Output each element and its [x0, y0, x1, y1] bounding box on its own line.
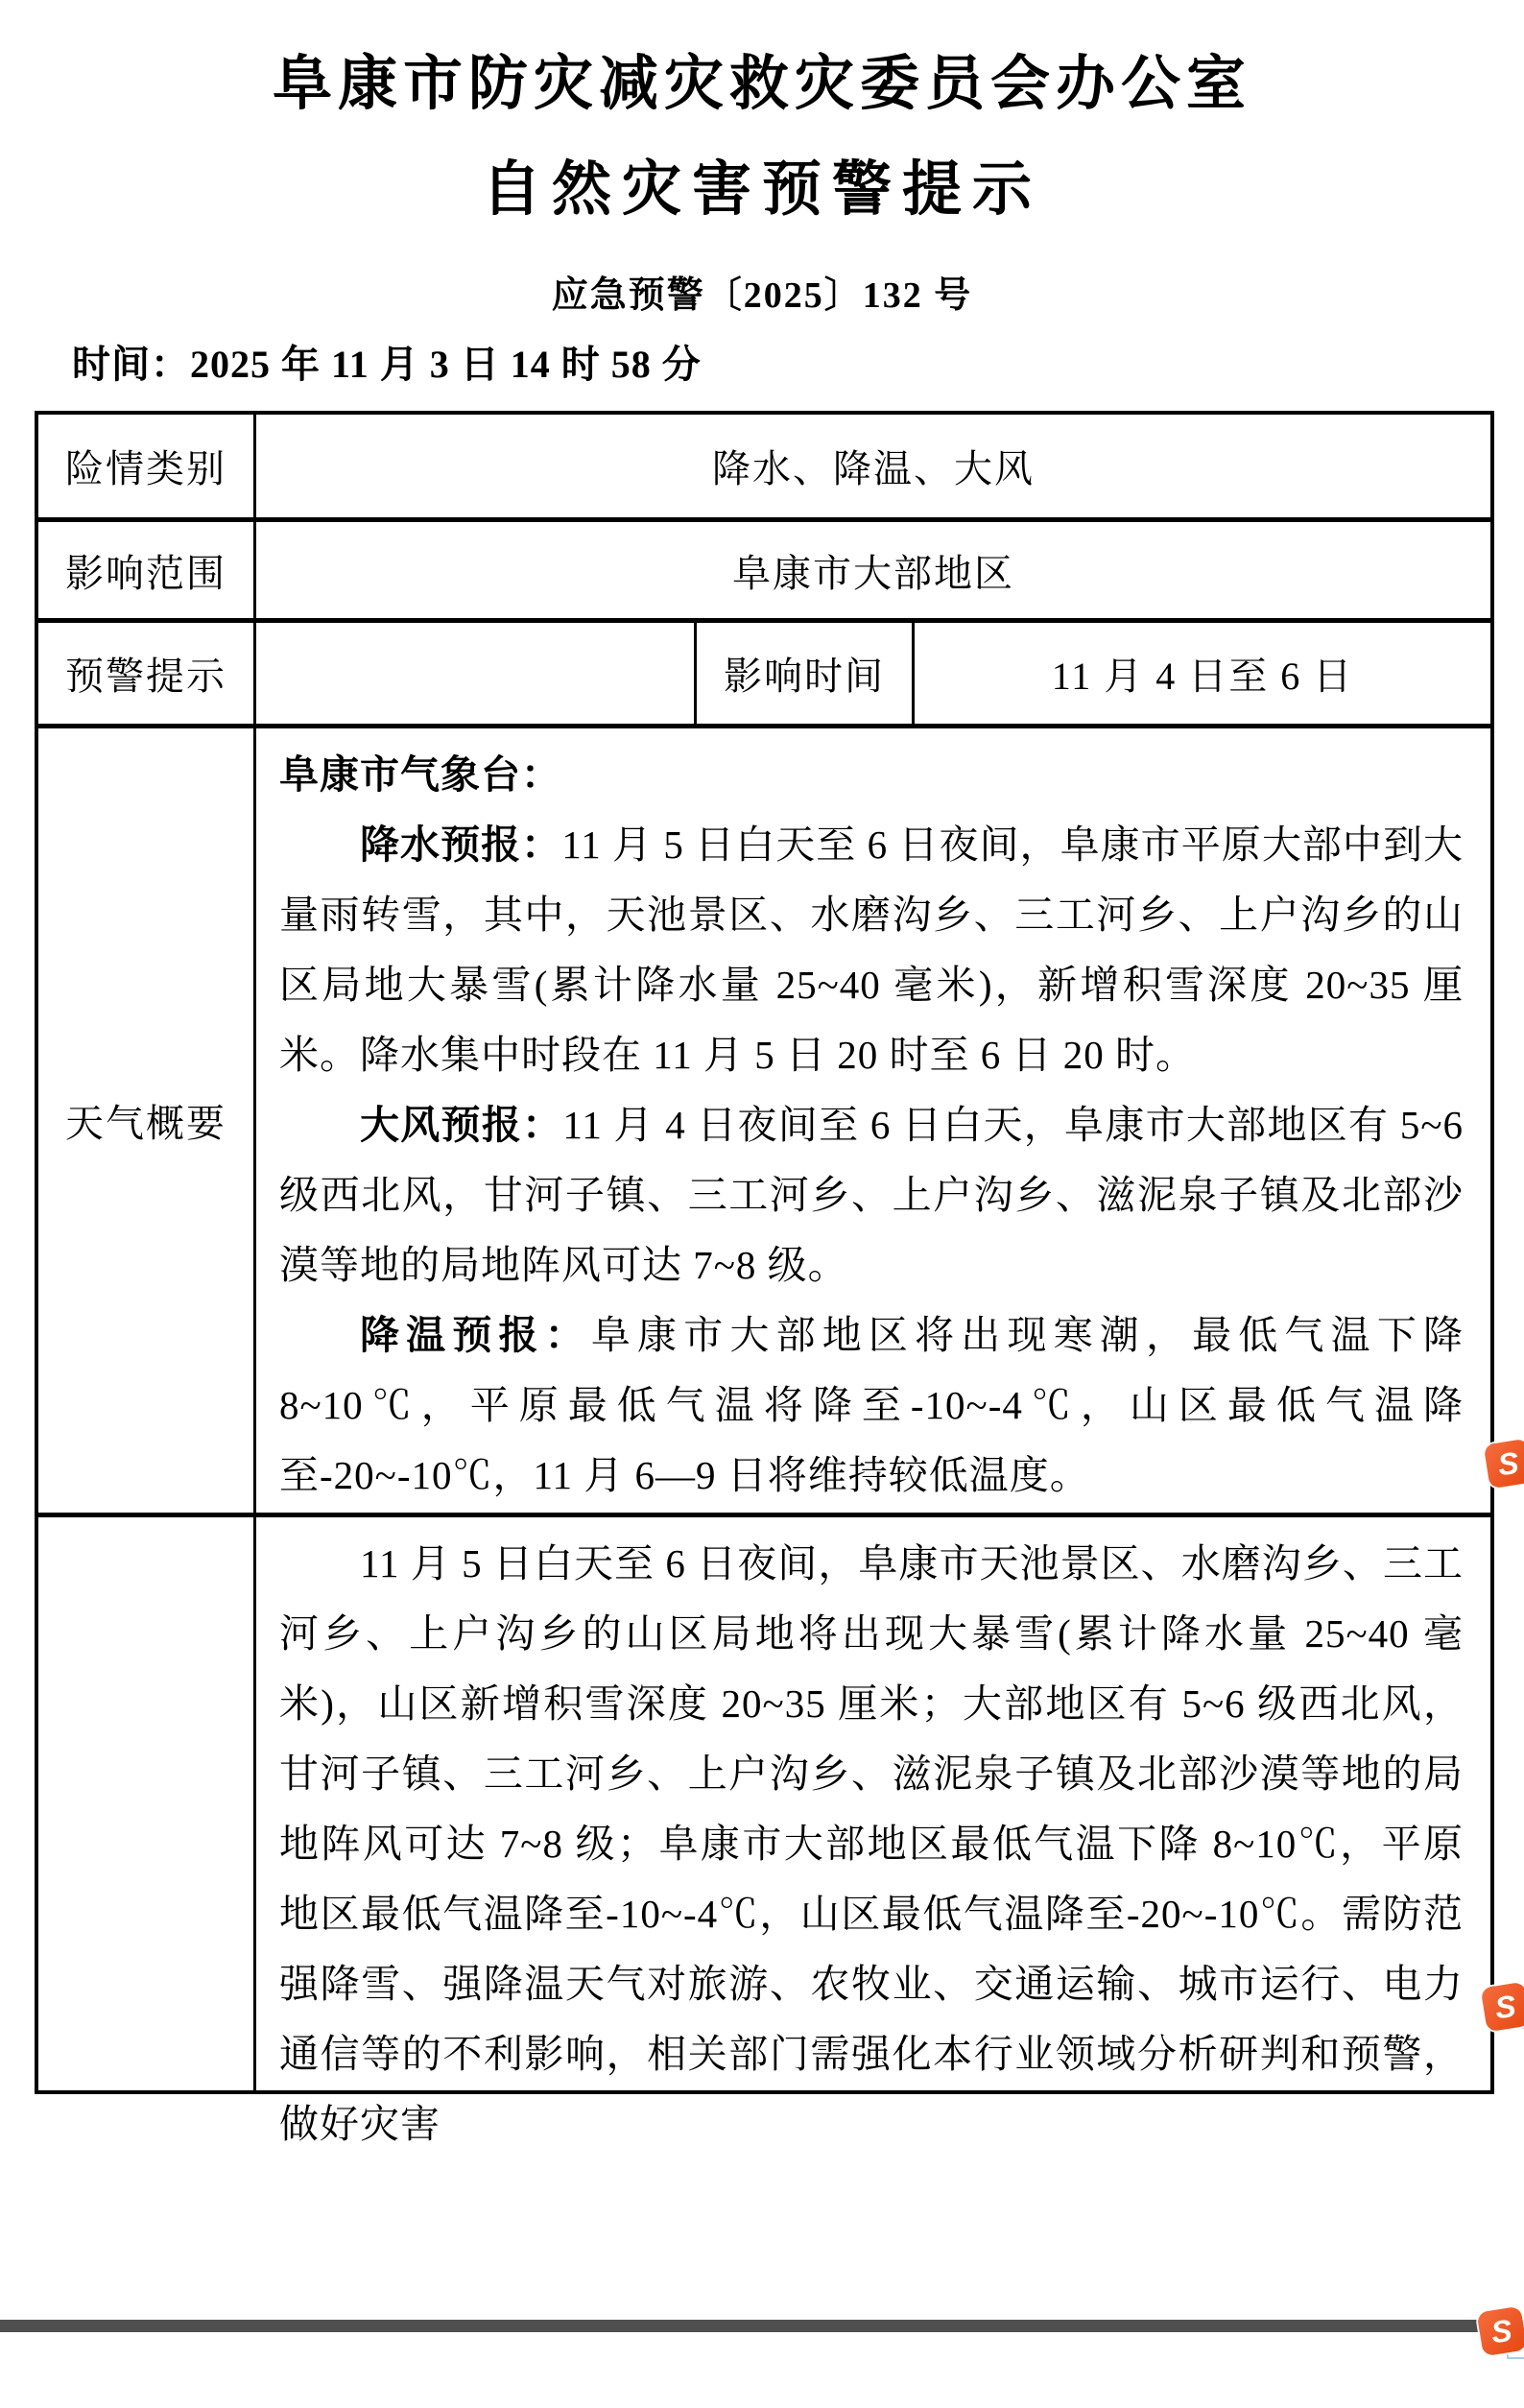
- row-weather-summary: [38, 724, 1490, 1513]
- doc-title-line2: 自然灾害预警提示: [481, 157, 1042, 223]
- warning-detail-content: 11 月 5 日白天至 6 日夜间，阜康市天池景区、水磨沟乡、三工河乡、上户沟乡的山区局地将出现大暴雪(累计降水量 25~40 毫米)，山区新增积雪深度 20~35 厘米；大部地区有 5~6 级西北风，甘河子镇、三工河乡、上户沟乡、滋泥泉子镇及北部沙漠等地的局地阵风可达 7~8 级；阜康市大部地区最低气温下降 8~10℃，平原地区最低气温降至-10~-4℃，山区最低气温降至-20~-10℃。需防范强降雪、强降温天气对旅游、农牧业、交通运输、城市运行、电力通信等的不利影响，相关部门需强化本行业领域分析研判和预警，做好灾害: [253, 1517, 1490, 2090]
- doc-title-line1: 阜康市防灾减灾救灾委员会办公室: [272, 52, 1251, 117]
- logo-letter: S: [1489, 2312, 1514, 2350]
- snip-logo-icon-2[interactable]: [1481, 1982, 1524, 2033]
- affected-area-value: 阜康市大部地区: [253, 522, 1490, 618]
- time-value: 2025 年 11 月 3 日 14 时 58 分: [190, 343, 702, 386]
- warning-detail-label: [38, 1517, 253, 2090]
- row-affected-area: [38, 517, 1490, 618]
- row-warning-hint: [38, 618, 1490, 724]
- doc-number: 应急预警〔2025〕132 号: [551, 275, 973, 316]
- weather-summary-content: 阜康市气象台： 降水预报：11 月 5 日白天至 6 日夜间，阜康市平原大部中到大量雨转雪，其中，天池景区、水磨沟乡、三工河乡、上户沟乡的山区局地大暴雪(累计降水量 25~40 毫米)，新增积雪深度 20~35 厘米。降水集中时段在 11 月 5 日 20 时至 6 日 20 时。 大风预报：11 月 4 日夜间至 6 日白天，阜康市大部地区有 5~6 级西北风，甘河子镇、三工河乡、上户沟乡、滋泥泉子镇及北部沙漠等地的局地阵风可达 7~8 级。 降温预报：阜康市大部地区将出现寒潮，最低气温下降 8~10℃，平原最低气温将降至-10~-4℃，山区最低气温降至-20~-10℃，11 月 6—9 日将维持较低温度。: [253, 728, 1490, 1513]
- impact-time-value: 11 月 4 日至 6 日: [912, 623, 1490, 724]
- row-warning-detail: [38, 1513, 1490, 2146]
- affected-area-label: 影响范围: [65, 551, 226, 595]
- logo-letter: S: [1493, 1988, 1518, 2026]
- weather-summary-label: 天气概要: [65, 1102, 226, 1145]
- warning-table: [35, 411, 1494, 2146]
- snip-logo-icon-1[interactable]: [1484, 1439, 1524, 1490]
- snip-logo-icon-3[interactable]: [1477, 2306, 1524, 2357]
- row-hazard-type: [38, 415, 1490, 517]
- warning-hint-label: 预警提示: [65, 655, 226, 698]
- time-label: 时间：: [72, 343, 190, 386]
- hazard-type-label: 险情类别: [65, 447, 226, 490]
- warning-hint-value: [253, 623, 694, 724]
- page-separator-bar: [0, 2320, 1524, 2332]
- hazard-type-value: 降水、降温、大风: [253, 415, 1490, 517]
- logo-letter: S: [1496, 1444, 1521, 1483]
- impact-time-label: 影响时间: [694, 623, 912, 724]
- doc-issue-time: [72, 334, 702, 389]
